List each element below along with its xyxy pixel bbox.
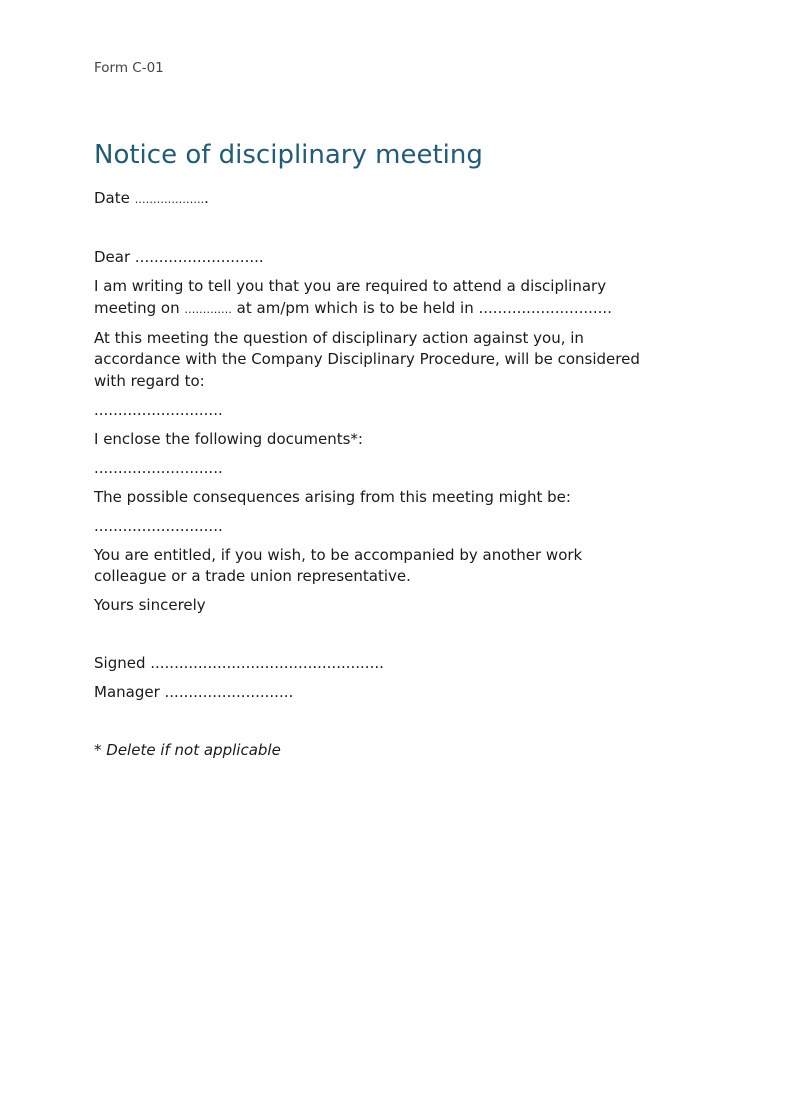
paragraph-accompaniment-line1: You are entitled, if you wish, to be accompanied by another work: [94, 545, 583, 564]
date-label: Date: [94, 189, 130, 207]
paragraph-purpose-line3: with regard to:: [94, 371, 205, 390]
blank-line-regarding: ...........................: [94, 400, 223, 419]
salutation: Dear ...........................: [94, 248, 264, 266]
paragraph-attendance-line2-start: meeting on: [94, 298, 180, 317]
paragraph-purpose-line2: accordance with the Company Disciplinary Procedure, will be considered: [94, 350, 640, 368]
spacer: [94, 218, 754, 247]
signed-line: Signed .................................................: [94, 654, 384, 672]
consequences-text: The possible consequences arising from this meeting might be:: [94, 487, 571, 506]
meeting-date-blank: ………….: [184, 302, 232, 316]
paragraph-purpose: [94, 328, 754, 393]
form-id: Form C-01: [94, 60, 164, 76]
paragraph-attendance: [94, 276, 754, 320]
date-blank: ……………….: [134, 193, 205, 206]
blank-line-documents: ...........................: [94, 458, 223, 477]
paragraph-attendance-line1: I am writing to tell you that you are required to attend a disciplinary: [94, 277, 607, 295]
blank-line-consequences: ...........................: [94, 516, 223, 535]
manager-line: Manager ...........................: [94, 683, 294, 701]
date-tail: .: [204, 189, 209, 207]
paragraph-accompaniment: [94, 545, 754, 588]
paragraph-purpose-line1: At this meeting the question of disciplinary action against you, in: [94, 328, 584, 347]
spacer: [94, 624, 754, 653]
paragraph-accompaniment-line2: colleague or a trade union representative.: [94, 567, 411, 585]
date-line: [94, 188, 754, 211]
page-title: Notice of disciplinary meeting: [94, 140, 483, 170]
closing: Yours sincerely: [94, 596, 206, 614]
enclose-text: I enclose the following documents*:: [94, 429, 363, 448]
footnote: * Delete if not applicable: [94, 741, 281, 759]
paragraph-attendance-line2-end: at am/pm which is to be held in ............................: [236, 298, 612, 317]
spacer: [94, 711, 754, 740]
letter-body: [94, 188, 754, 769]
